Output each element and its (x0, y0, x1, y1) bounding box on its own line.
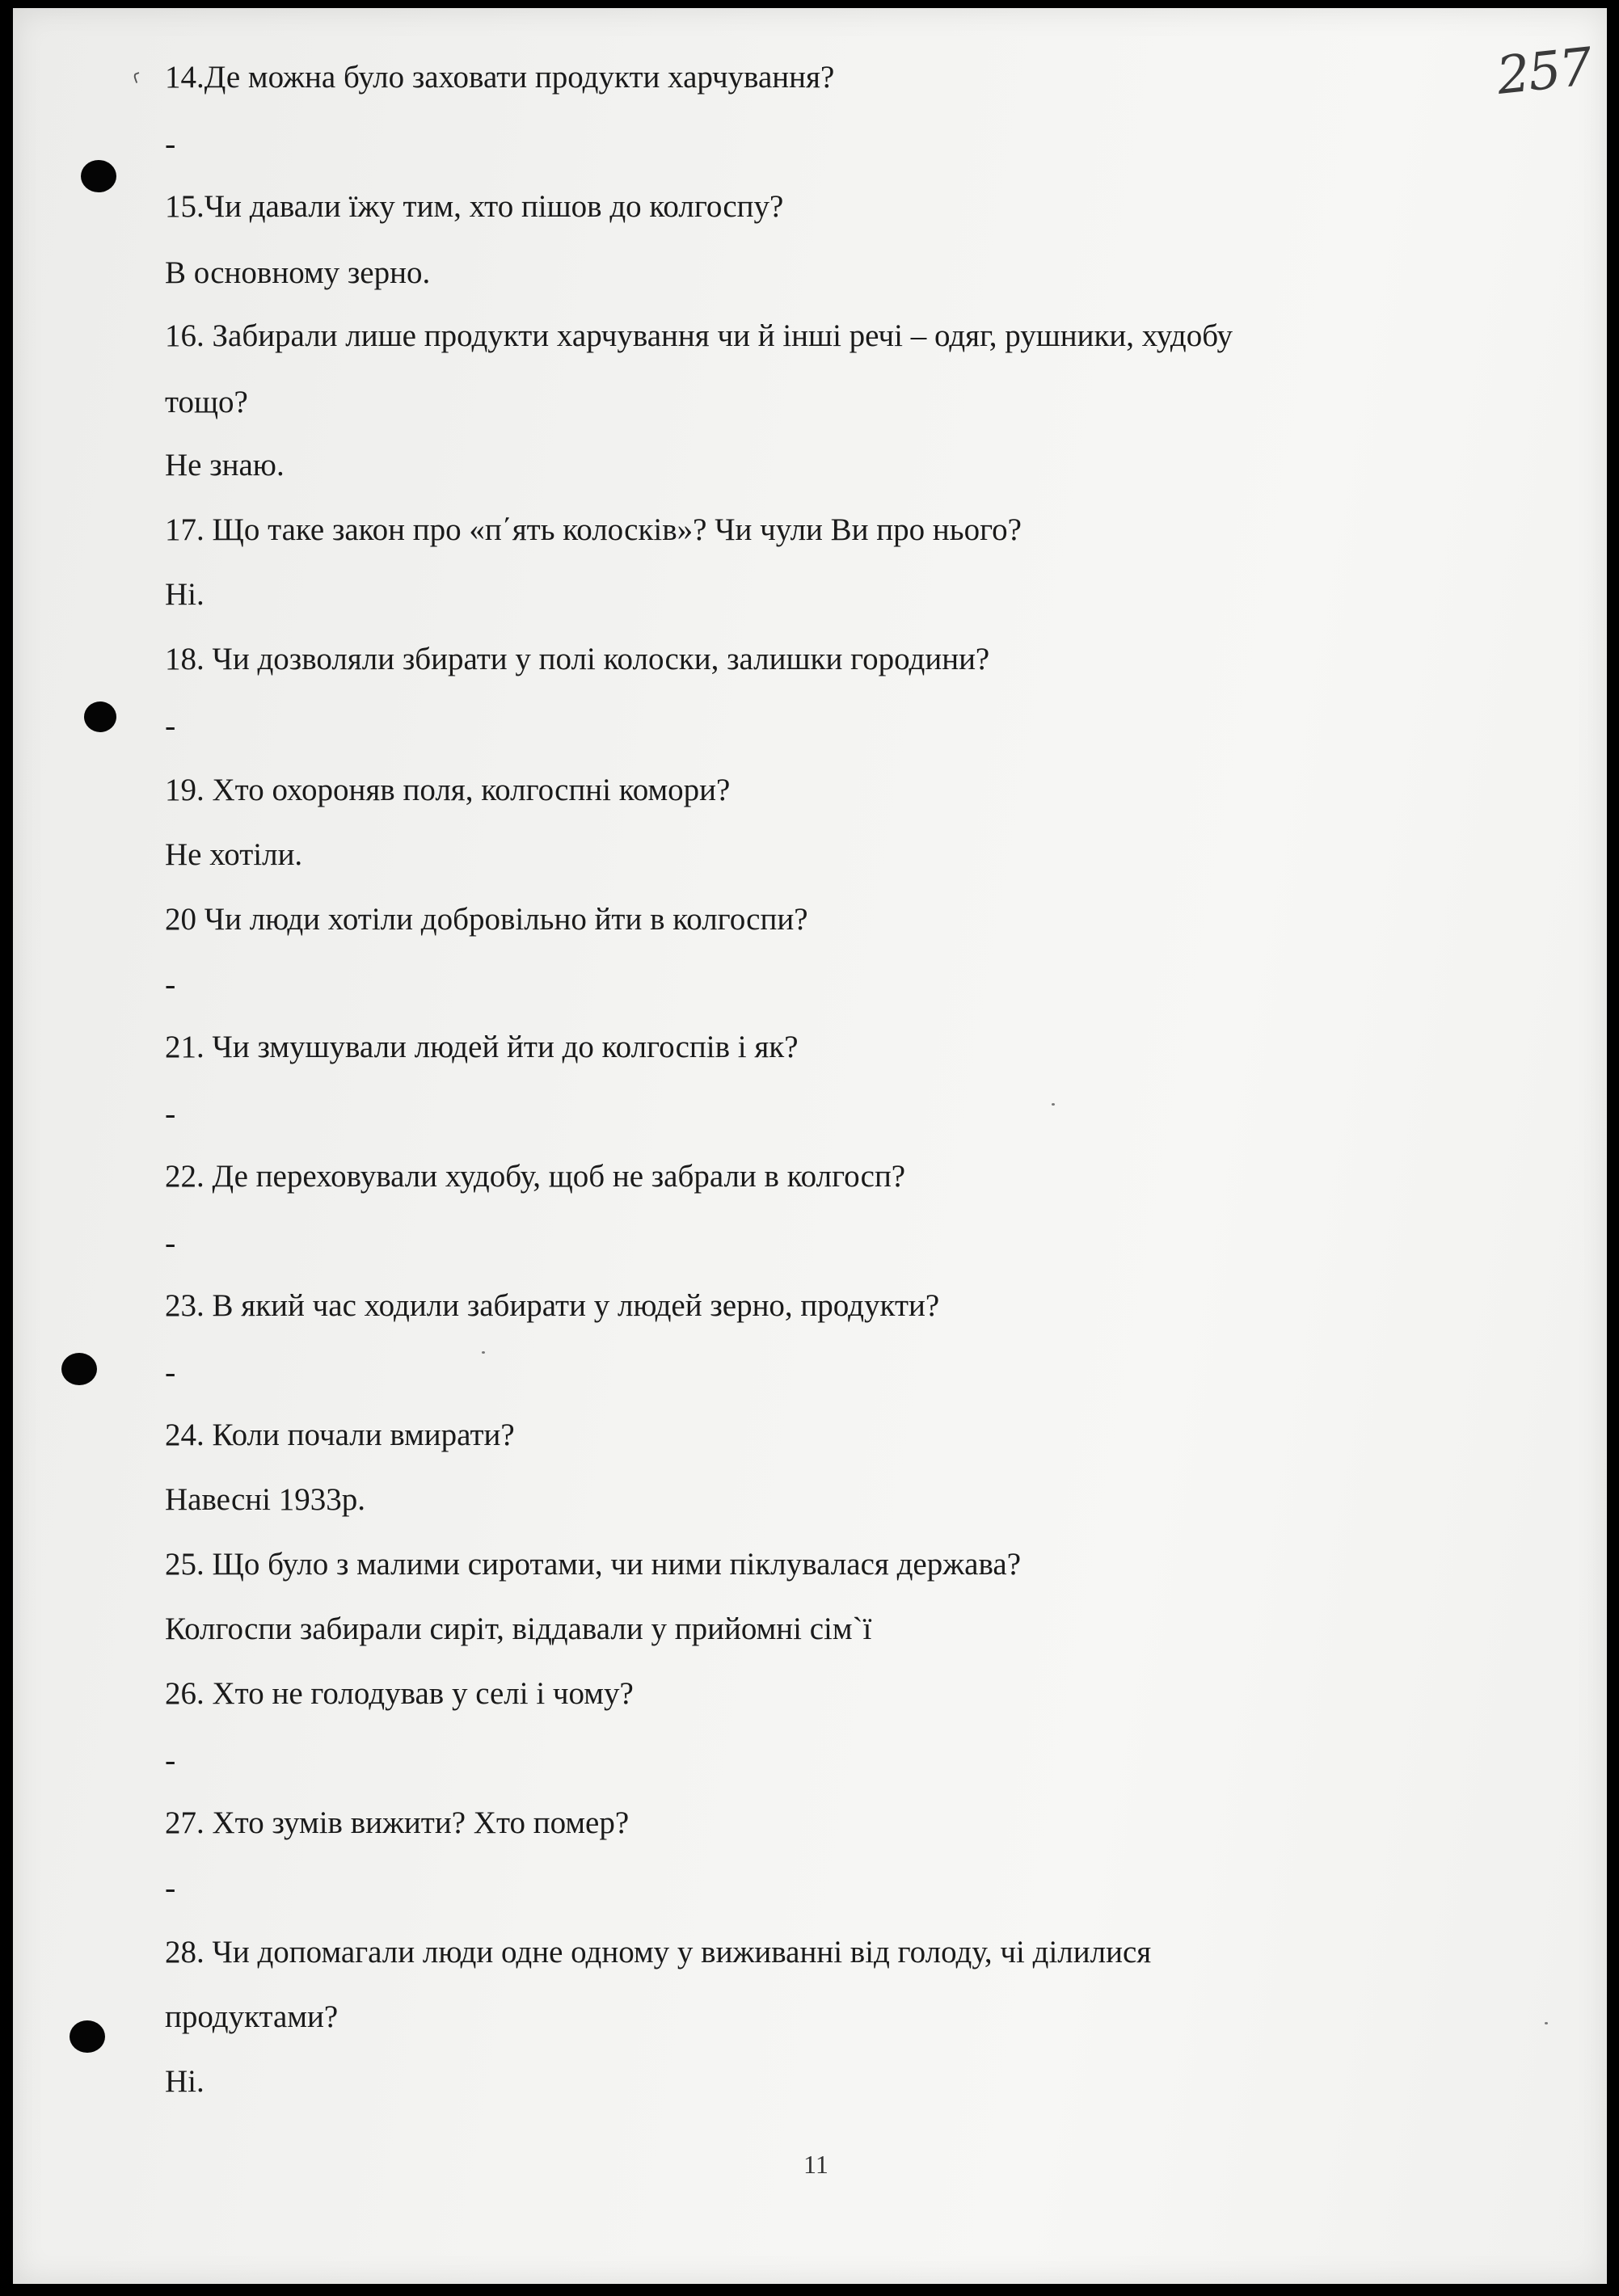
text-line: Ні. (165, 2064, 204, 2099)
answer-blank: - (165, 1095, 176, 1131)
punch-hole (84, 701, 116, 732)
text-line: 28. Чи допомагали люди одне одному у виживанні від голоду, чі ділилися (165, 1935, 1152, 1970)
corner-mark (133, 72, 142, 83)
text-line: 21. Чи змушували людей йти до колгоспів і як? (165, 1030, 799, 1064)
text-line: 27. Хто зумів вижити? Хто помер? (165, 1805, 630, 1840)
page-number: 11 (803, 2150, 828, 2179)
answer-blank: - (165, 966, 176, 1002)
text-line: продуктами? (165, 1999, 339, 2034)
text-line: 19. Хто охороняв поля, колгоспні комори? (165, 773, 731, 807)
text-line: тощо? (165, 385, 248, 419)
text-line: В основному зерно. (165, 255, 431, 290)
text-line: Не знаю. (165, 448, 285, 482)
answer-blank: - (165, 1224, 176, 1261)
text-line: Не хотіли. (165, 837, 303, 872)
archive-number: 257 (1494, 37, 1594, 107)
text-line: 25. Що було з малими сиротами, чи ними піклувалася держава? (165, 1547, 1021, 1582)
speck (1052, 1103, 1055, 1106)
text-line: 16. Забирали лише продукти харчування чи й інші речі – одяг, рушники, худобу (165, 318, 1233, 353)
answer-blank: - (165, 1354, 176, 1390)
text-line: 23. В який час ходили забирати у людей зерно, продукти? (165, 1288, 940, 1323)
punch-hole (81, 160, 116, 192)
text-line: 15.Чи давали їжу тим, хто пішов до колгоспу? (165, 189, 784, 224)
answer-blank: - (165, 125, 176, 162)
text-line: 14.Де можна було заховати продукти харчування? (165, 60, 835, 95)
text-line: 18. Чи дозволяли збирати у полі колоски, залишки городини? (165, 642, 990, 676)
answer-blank: - (165, 1869, 176, 1906)
answer-blank: - (165, 1742, 176, 1778)
punch-hole (61, 1353, 97, 1385)
text-line: 22. Де переховували худобу, щоб не забрали в колгосп? (165, 1159, 906, 1194)
punch-hole (70, 2020, 105, 2053)
speck (1545, 2022, 1548, 2024)
text-line: 24. Коли почали вмирати? (165, 1418, 515, 1452)
text-line: Колгоспи забирали сиріт, віддавали у прийомні сім`ї (165, 1611, 872, 1646)
text-line: Навесні 1933р. (165, 1482, 365, 1517)
text-line: 20 Чи люди хотіли добровільно йти в колгоспи? (165, 902, 808, 937)
speck (482, 1351, 485, 1354)
text-line: 26. Хто не голодував у селі і чому? (165, 1676, 634, 1711)
document-page (13, 8, 1607, 2284)
text-line: 17. Що таке закон про «п΄ять колосків»? Чи чули Ви про нього? (165, 512, 1022, 547)
answer-blank: - (165, 707, 176, 744)
text-line: Ні. (165, 577, 204, 612)
